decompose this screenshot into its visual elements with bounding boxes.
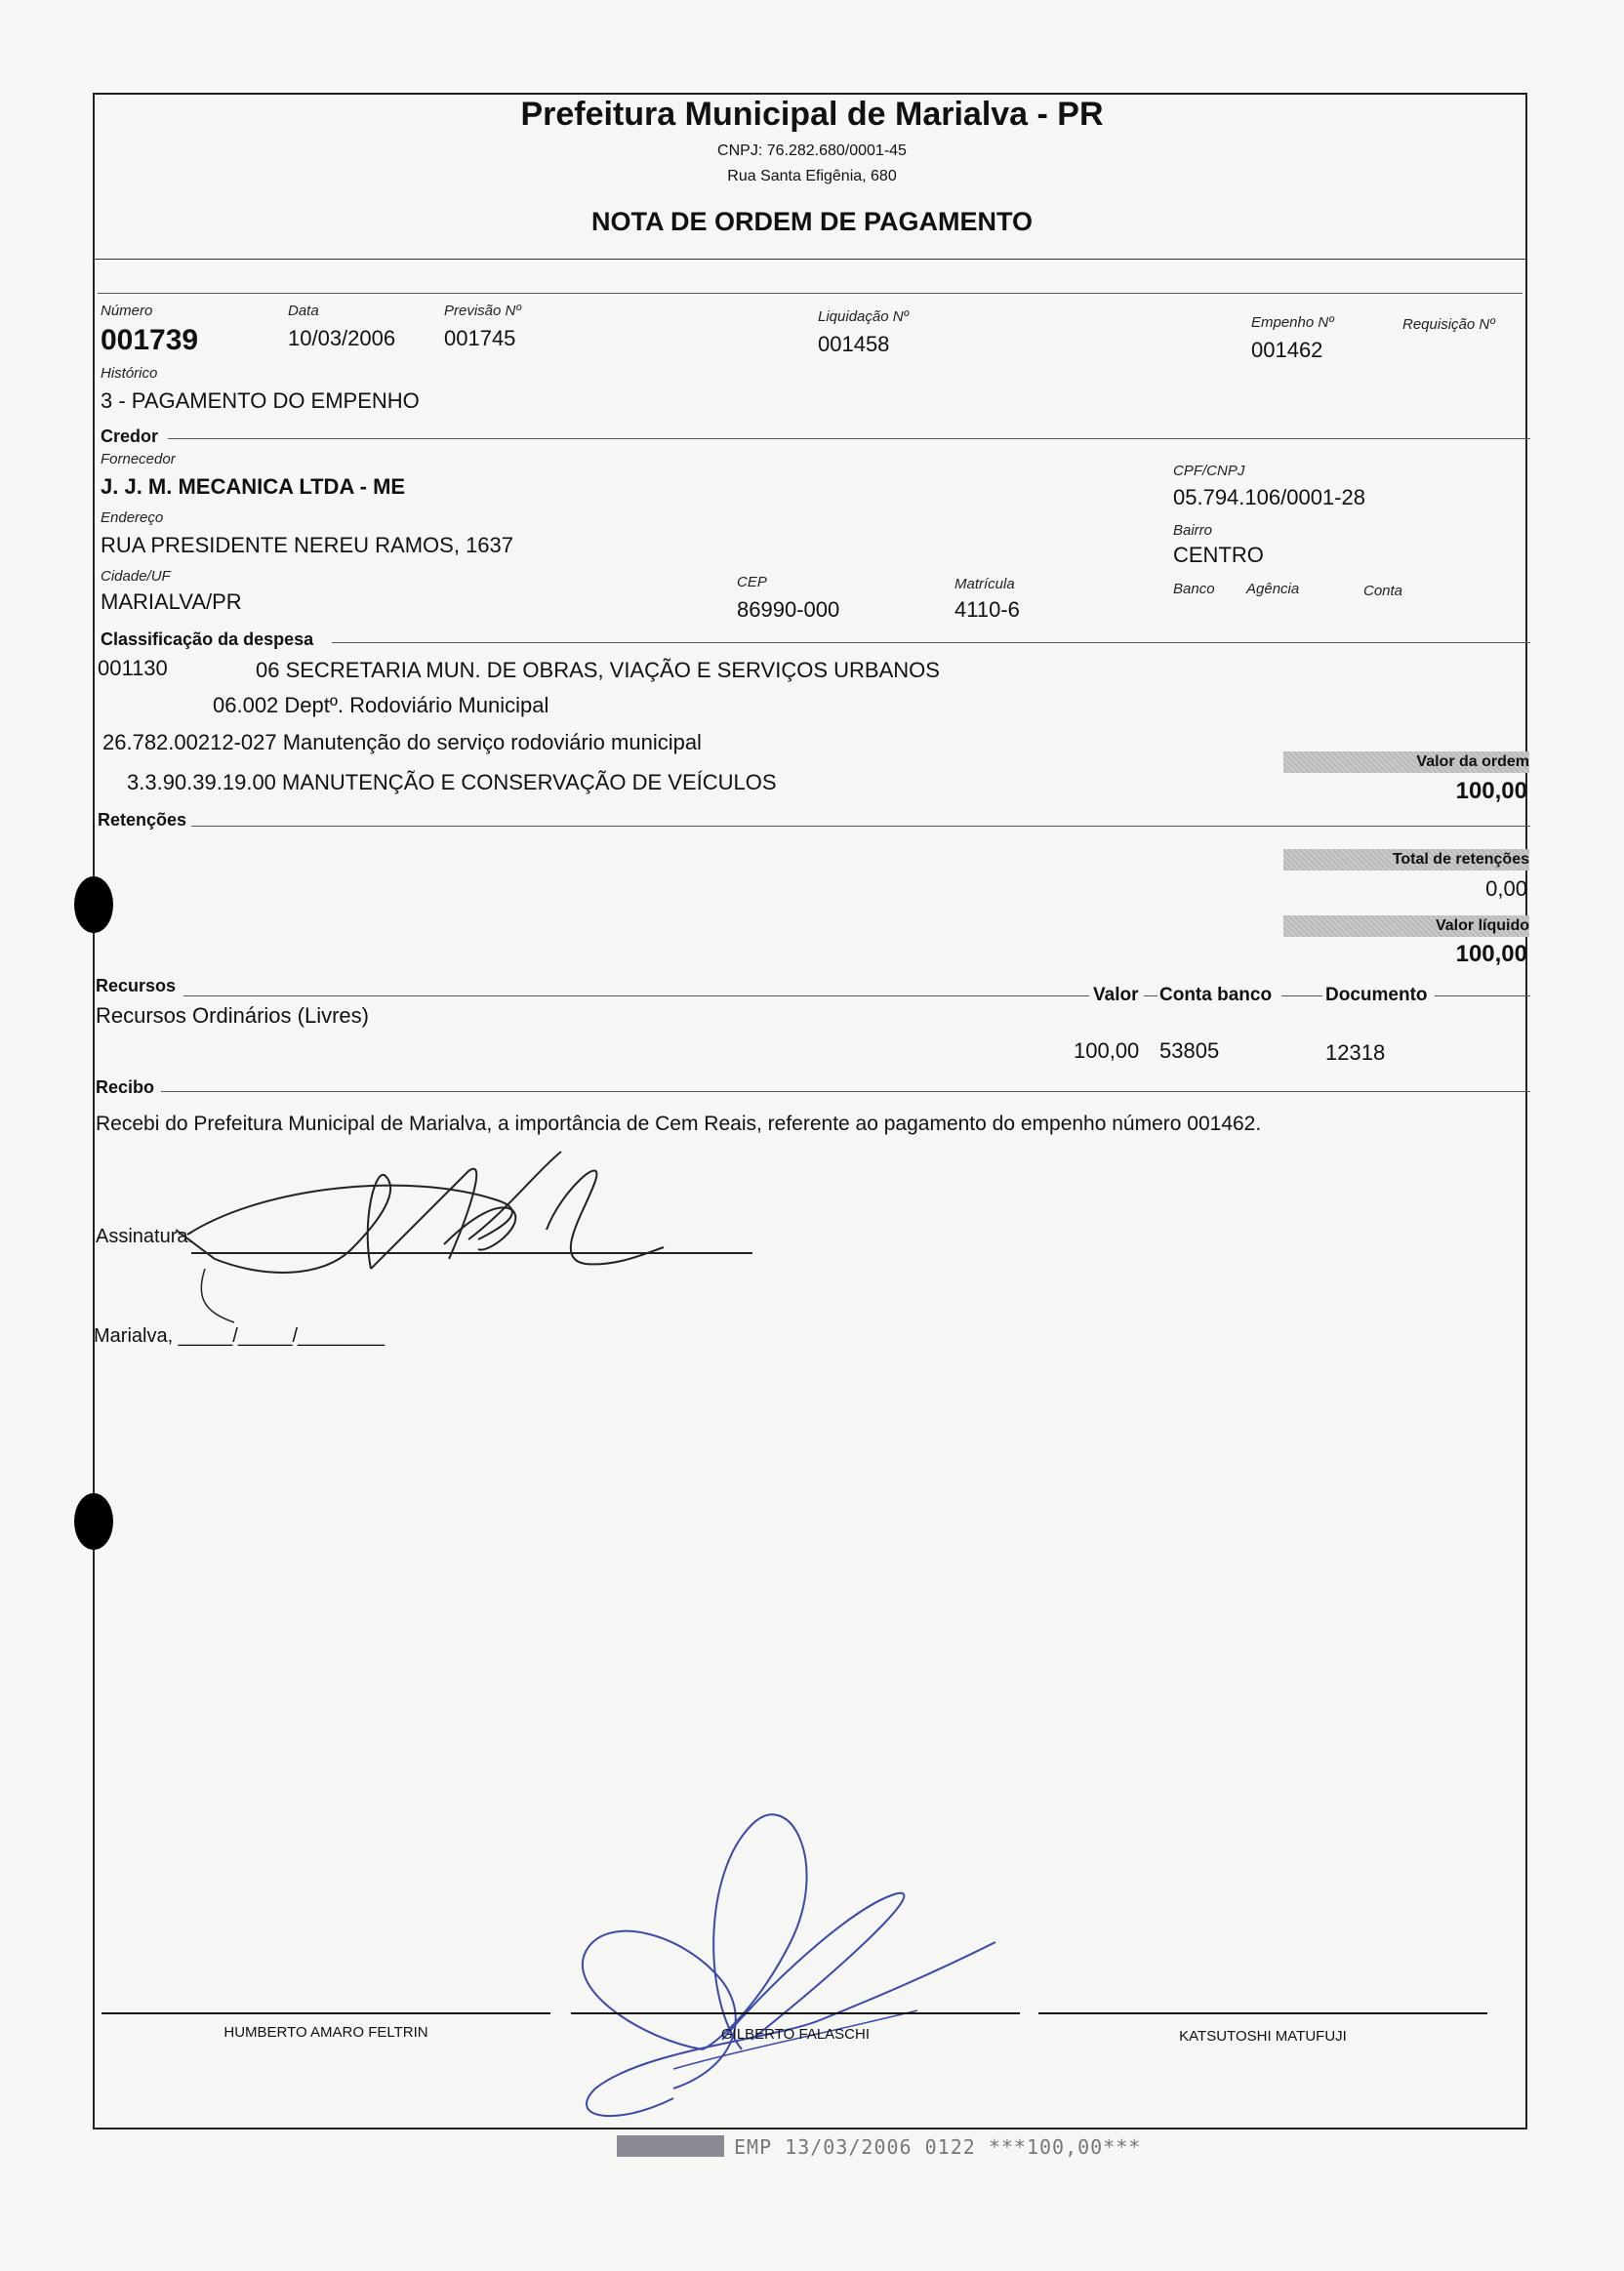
binder-hole-lower [74, 1493, 113, 1550]
valor-liquido-label: Valor líquido [1435, 917, 1529, 934]
recursos-rule-4 [1435, 995, 1530, 996]
historico-value: 3 - PAGAMENTO DO EMPENHO [101, 388, 420, 413]
assinatura-label: Assinatura: [96, 1226, 194, 1247]
conta-label: Conta [1363, 583, 1403, 599]
endereco-label: Endereço [101, 509, 164, 526]
top-rule [98, 293, 1522, 294]
recursos-documento: 12318 [1325, 1040, 1386, 1065]
valor-ordem-label: Valor da ordem [1416, 753, 1529, 770]
numero-value: 001739 [101, 324, 199, 356]
signature-name-2: GILBERTO FALASCHI [721, 2026, 870, 2043]
signature-name-3: KATSUTOSHI MATUFUJI [1179, 2028, 1347, 2045]
matricula-label: Matrícula [954, 576, 1015, 592]
municipality-title: Prefeitura Municipal de Marialva - PR [520, 96, 1104, 133]
classificacao-rule [332, 642, 1530, 643]
endereco-value: RUA PRESIDENTE NEREU RAMOS, 1637 [101, 533, 514, 557]
recursos-conta-banco: 53805 [1159, 1038, 1220, 1063]
liquidacao-label: Liquidação Nº [818, 308, 910, 325]
classificacao-line4: 3.3.90.39.19.00 MANUTENÇÃO E CONSERVAÇÃO DE VEÍCULOS [127, 770, 777, 794]
cep-value: 86990-000 [737, 597, 840, 622]
agencia-label: Agência [1246, 581, 1300, 597]
total-retencoes-value: 0,00 [1485, 876, 1527, 901]
classificacao-line2: 06.002 Deptº. Rodoviário Municipal [213, 693, 549, 717]
banco-label: Banco [1173, 581, 1215, 597]
cpf-value: 05.794.106/0001-28 [1173, 485, 1365, 509]
previsao-value: 001745 [444, 326, 516, 350]
data-label: Data [288, 303, 319, 319]
signature-name-1: HUMBERTO AMARO FELTRIN [223, 2024, 428, 2041]
recursos-valor-label: Valor [1093, 985, 1139, 1005]
credor-section: Credor [101, 426, 159, 446]
empenho-label: Empenho Nº [1251, 314, 1334, 331]
recibo-text: Recebi do Prefeitura Municipal de Marialva, a importância de Cem Reais, referente ao pagamento do empenho número 001462. [96, 1113, 1262, 1135]
empenho-value: 001462 [1251, 338, 1323, 362]
data-value: 10/03/2006 [288, 326, 396, 350]
bairro-value: CENTRO [1173, 543, 1264, 567]
signature-line-1 [102, 2012, 550, 2014]
footer-stamp: EMP 13/03/2006 0122 ***100,00*** [734, 2135, 1142, 2159]
local-date: Marialva, _____/_____/________ [94, 1325, 386, 1347]
binder-hole-upper [74, 876, 113, 933]
stamp-mark [617, 2135, 724, 2157]
historico-label: Histórico [101, 365, 158, 382]
cidade-label: Cidade/UF [101, 568, 171, 585]
document-title: NOTA DE ORDEM DE PAGAMENTO [590, 207, 1033, 236]
cpf-label: CPF/CNPJ [1173, 463, 1245, 479]
numero-label: Número [101, 303, 153, 319]
signature-line-2 [571, 2012, 1020, 2014]
recursos-rule-2 [1144, 995, 1157, 996]
retencoes-section: Retenções [98, 810, 187, 830]
retencoes-rule [191, 826, 1530, 827]
documento-label: Documento [1325, 985, 1428, 1005]
cep-label: CEP [737, 574, 767, 590]
recursos-rule [183, 995, 1089, 996]
bairro-label: Bairro [1173, 522, 1213, 539]
valor-liquido-value: 100,00 [1455, 941, 1527, 967]
valor-ordem-value: 100,00 [1455, 778, 1527, 804]
credor-rule [168, 438, 1530, 439]
blue-signature [527, 1747, 1035, 2137]
total-retencoes-label: Total de retenções [1392, 851, 1529, 868]
cidade-value: MARIALVA/PR [101, 589, 242, 614]
classificacao-line3: 26.782.00212-027 Manutenção do serviço rodoviário municipal [102, 730, 702, 754]
classificacao-section: Classificação da despesa [101, 629, 314, 649]
classificacao-line1: 06 SECRETARIA MUN. DE OBRAS, VIAÇÃO E SERVIÇOS URBANOS [256, 658, 940, 682]
signature-line-3 [1038, 2012, 1487, 2014]
matricula-value: 4110-6 [954, 597, 1020, 622]
recursos-section: Recursos [96, 976, 177, 995]
liquidacao-value: 001458 [818, 332, 890, 356]
requisicao-label: Requisição Nº [1402, 316, 1495, 333]
conta-banco-label: Conta banco [1159, 985, 1273, 1005]
fornecedor-label: Fornecedor [101, 451, 176, 467]
recursos-rule-3 [1281, 995, 1322, 996]
recursos-desc: Recursos Ordinários (Livres) [96, 1003, 369, 1028]
header-divider [93, 259, 1527, 260]
cnpj: CNPJ: 76.282.680/0001-45 [717, 142, 907, 159]
recursos-valor: 100,00 [1074, 1038, 1140, 1063]
recibo-signature [176, 1132, 683, 1327]
classificacao-code: 001130 [98, 656, 168, 680]
recibo-section: Recibo [96, 1077, 155, 1097]
fornecedor-value: J. J. M. MECANICA LTDA - ME [101, 474, 406, 499]
recibo-rule [161, 1091, 1530, 1092]
previsao-label: Previsão Nº [444, 303, 521, 319]
address: Rua Santa Efigênia, 680 [727, 168, 897, 184]
